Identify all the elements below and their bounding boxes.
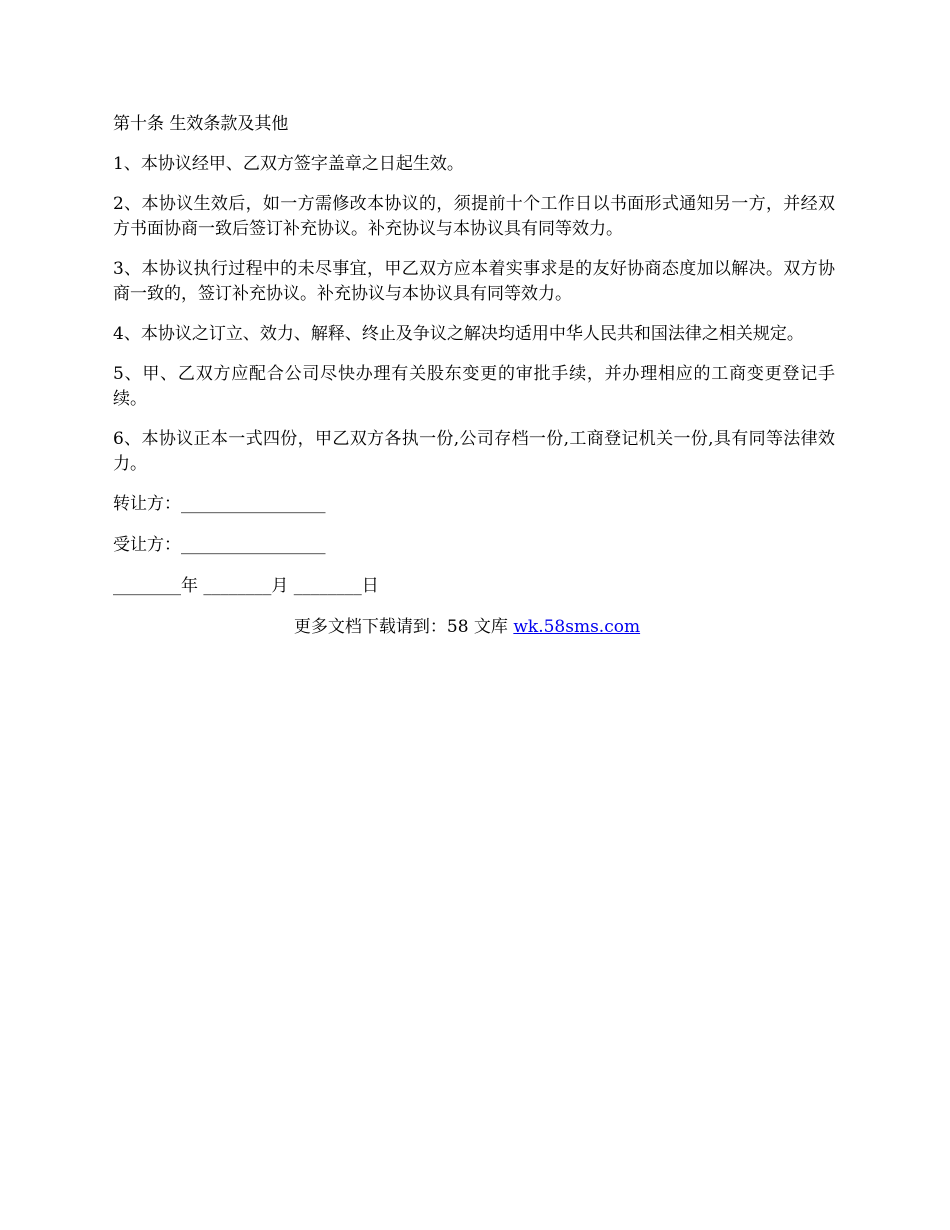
date-line: ________年 ________月 ________日 [113,576,379,596]
clause-4: 4、本协议之订立、效力、解释、终止及争议之解决均适用中华人民共和国法律之相关规定。 [113,324,804,344]
clause-2: 2、本协议生效后，如一方需修改本协议的，须提前十个工作日以书面形式通知另一方，并经双方书面协商一致后签订补充协议。补充协议与本协议具有同等效力。 [113,194,835,239]
section-heading: 第十条 生效条款及其他 [113,114,289,134]
clause-5: 5、甲、乙双方应配合公司尽快办理有关股东变更的审批手续，并办理相应的工商变更登记手续。 [113,364,835,409]
footer-link[interactable]: wk.58sms.com [513,617,641,637]
clause-1: 1、本协议经甲、乙双方签字盖章之日起生效。 [113,154,464,174]
footer-prefix: 更多文档下载请到：58 文库 [293,617,514,637]
document-page [113,112,835,657]
clause-6: 6、本协议正本一式四份，甲乙双方各执一份,公司存档一份,工商登记机关一份,具有同等法律效力。 [113,429,835,474]
download-footer [113,615,835,640]
transferor-signature-line: 转让方：_________________ [113,494,326,514]
clause-3: 3、本协议执行过程中的未尽事宜，甲乙双方应本着实事求是的友好协商态度加以解决。双方协商一致的，签订补充协议。补充协议与本协议具有同等效力。 [113,259,835,304]
transferee-signature-line: 受让方：_________________ [113,535,326,555]
